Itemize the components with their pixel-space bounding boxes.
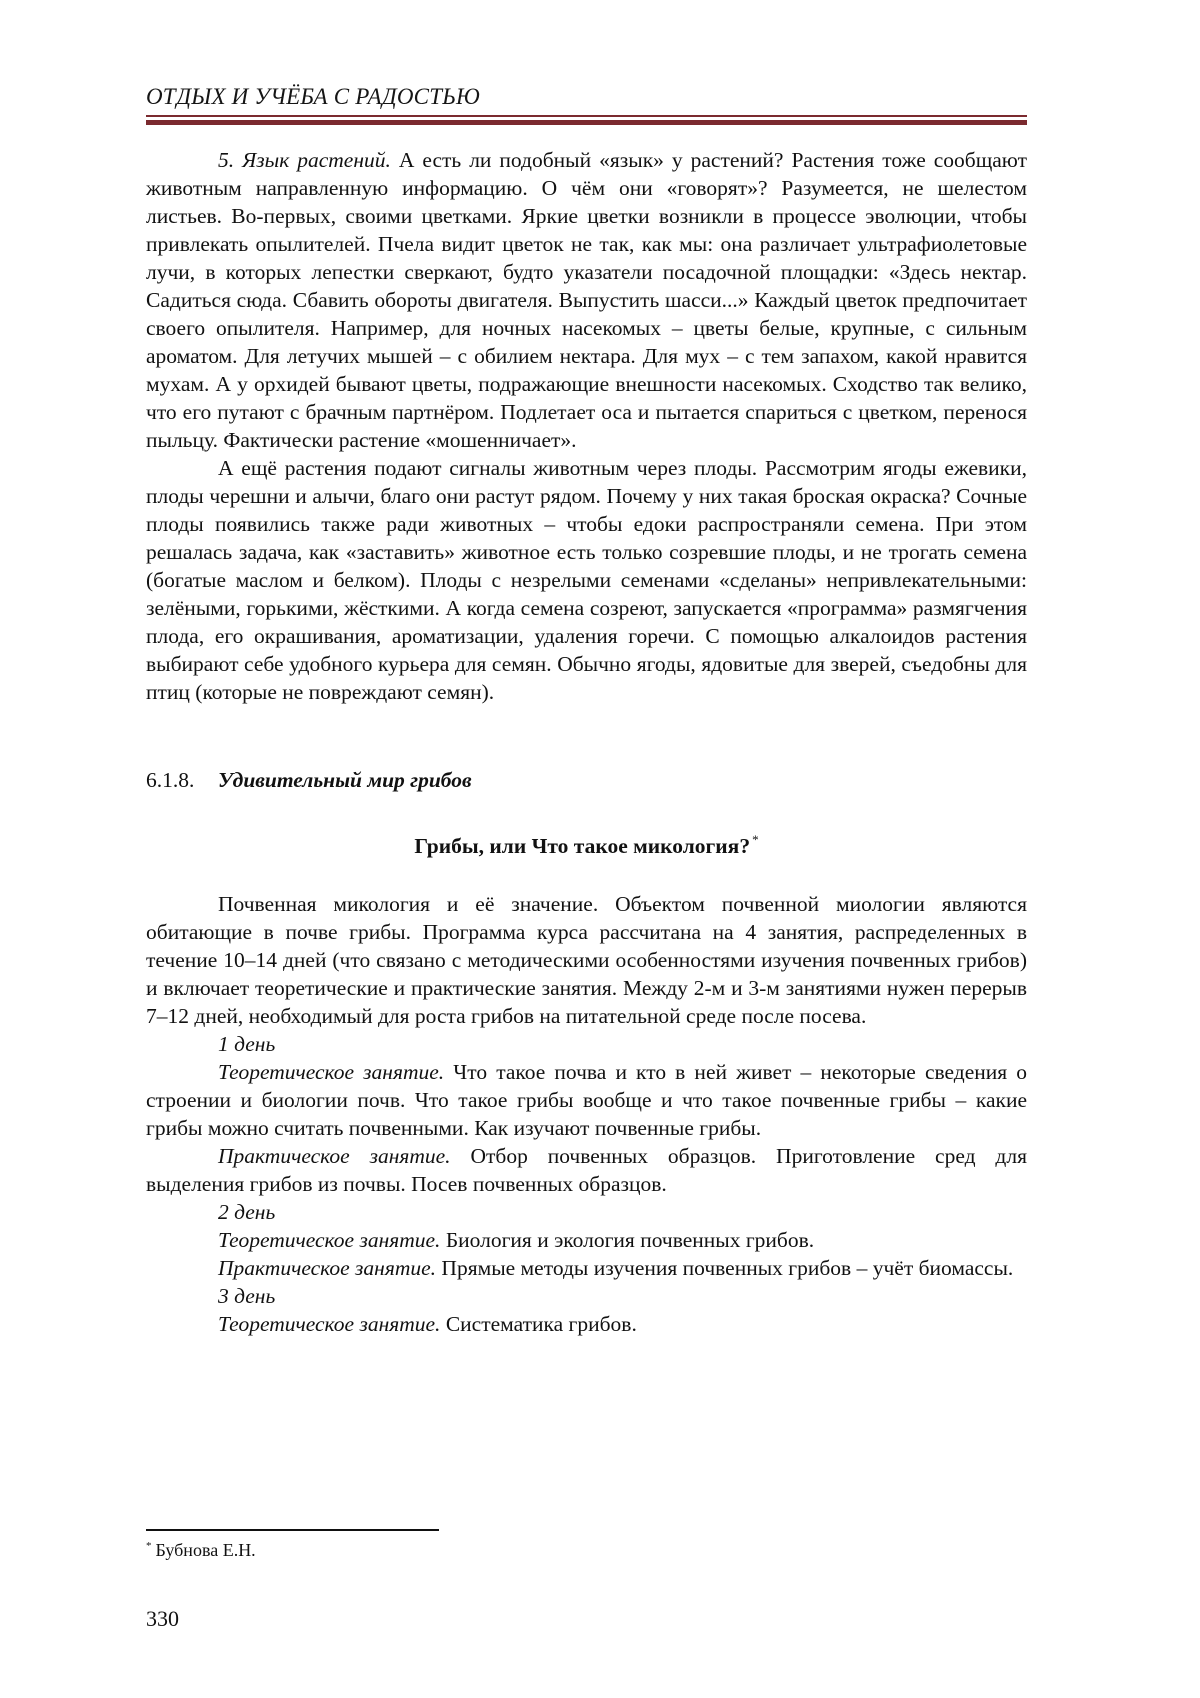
paragraph-intro: Почвенная микология и её значение. Объектом почвенной миологии являются обитающие в почве грибы. Программа курса рассчитана на 4 занятия, распределенных в течение 10–14 дней (что связано с методическими особенностями изучения почвенных грибов) и включает теоретические и практические занятия. Между 2-м и 3-м занятиями нужен перерыв 7–12 дней, необходимый для роста грибов на питательной среде после посева. — [146, 892, 1027, 1028]
paragraph-text: Биология и экология почвенных грибов. — [440, 1228, 815, 1252]
paragraph-lead: Практическое занятие. — [218, 1256, 437, 1280]
footnote-reference[interactable]: * — [752, 832, 759, 847]
footnote — [146, 1540, 256, 1561]
paragraph-text: А есть ли подобный «язык» у растений? Растения тоже сообщают животным направленную информацию. О чём они «говорят»? Разумеется, не шелестом листьев. Во-первых, своими цветками. Яркие цветки возникли в процессе эволюции, чтобы привлекать опылителей. Пчела видит цветок не так, как мы: она различает ультрафиолетовые лучи, в которых лепестки сверкают, будто указатели посадочной площадки: «Здесь нектар. Садиться сюда. Сбавить обороты двигателя. Выпустить шасси...» Каждый цветок предпочитает своего опылителя. Например, для ночных насекомых – цветы белые, крупные, с сильным ароматом. Для летучих мышей – с обилием нектара. Для мух – с тем запахом, какой нравится мухам. А у орхидей бывают цветы, подражающие внешности насекомых. Сходство так велико, что его путают с брачным партнёром. Подлетает оса и пытается спариться с цветком, перенося пыльцу. Фактически растение «мошенничает». — [146, 148, 1027, 452]
section-title: Удивительный мир грибов — [218, 768, 472, 792]
header-rule-thin — [146, 115, 1027, 117]
paragraph-lead: Теоретическое занятие. — [218, 1228, 441, 1252]
day-label: 3 день — [218, 1284, 276, 1308]
paragraph-lead: Практическое занятие. — [218, 1144, 451, 1168]
day-label: 2 день — [218, 1200, 276, 1224]
page-number: 330 — [146, 1606, 179, 1631]
running-title: ОТДЫХ И УЧЁБА С РАДОСТЬЮ — [146, 84, 480, 109]
header-rule-thick — [146, 120, 1027, 125]
paragraph-text: Прямые методы изучения почвенных грибов – учёт биомассы. — [436, 1256, 1014, 1280]
paragraph-day3-theory — [146, 1310, 1027, 1338]
paragraph-text: Отбор почвенных образцов. Приготовление сред для выделения грибов из почвы. Посев почвенных образцов. — [146, 1144, 1027, 1196]
day-label: 1 день — [218, 1032, 276, 1056]
paragraph-day1-theory — [146, 1058, 1027, 1142]
paragraph-day2-practice — [146, 1254, 1027, 1282]
section-heading — [146, 766, 1027, 794]
section-number: 6.1.8. — [146, 768, 195, 792]
paragraph-day2-theory — [146, 1226, 1027, 1254]
footnote-separator — [146, 1529, 439, 1531]
paragraph-plant-language — [146, 146, 1027, 454]
paragraph-text: Систематика грибов. — [440, 1312, 637, 1336]
paragraph-fruits: А ещё растения подают сигналы животным через плоды. Рассмотрим ягоды ежевики, плоды черешни и алычи, благо они растут рядом. Почему у них такая броская окраска? Сочные плоды появились также ради животных – чтобы едоки распространяли семена. При этом решалась задача, как «заставить» животное есть только созревшие плоды, и не трогать семена (богатые маслом и белком). Плоды с незрелыми семенами «сделаны» непривлекательными: зелёными, горькими, жёсткими. А когда семена созреют, запускается «программа» размягчения плода, его окрашивания, ароматизации, удаления горечи. С помощью алкалоидов растения выбирают себе удобного курьера для семян. Обычно ягоды, ядовитые для зверей, съедобны для птиц (которые не повреждают семян). — [146, 456, 1027, 704]
paragraph-lead: 5. Язык растений. — [218, 148, 391, 172]
paragraph-lead: Теоретическое занятие. — [218, 1312, 441, 1336]
footnote-mark: * — [146, 1540, 152, 1552]
paragraph-day1-practice — [146, 1142, 1027, 1198]
footnote-text: Бубнова Е.Н. — [155, 1540, 256, 1560]
page-body — [146, 146, 1027, 1338]
running-header — [146, 84, 1027, 110]
article-title-text: Грибы, или Что такое микология? — [414, 834, 751, 858]
paragraph-text: Что такое почва и кто в ней живет – некоторые сведения о строении и биологии почв. Что такое грибы вообще и что такое почвенные грибы – какие грибы можно считать почвенными. Как изучают почвенные грибы. — [146, 1060, 1028, 1140]
paragraph-lead: Теоретическое занятие. — [218, 1060, 445, 1084]
article-title — [146, 826, 1027, 860]
